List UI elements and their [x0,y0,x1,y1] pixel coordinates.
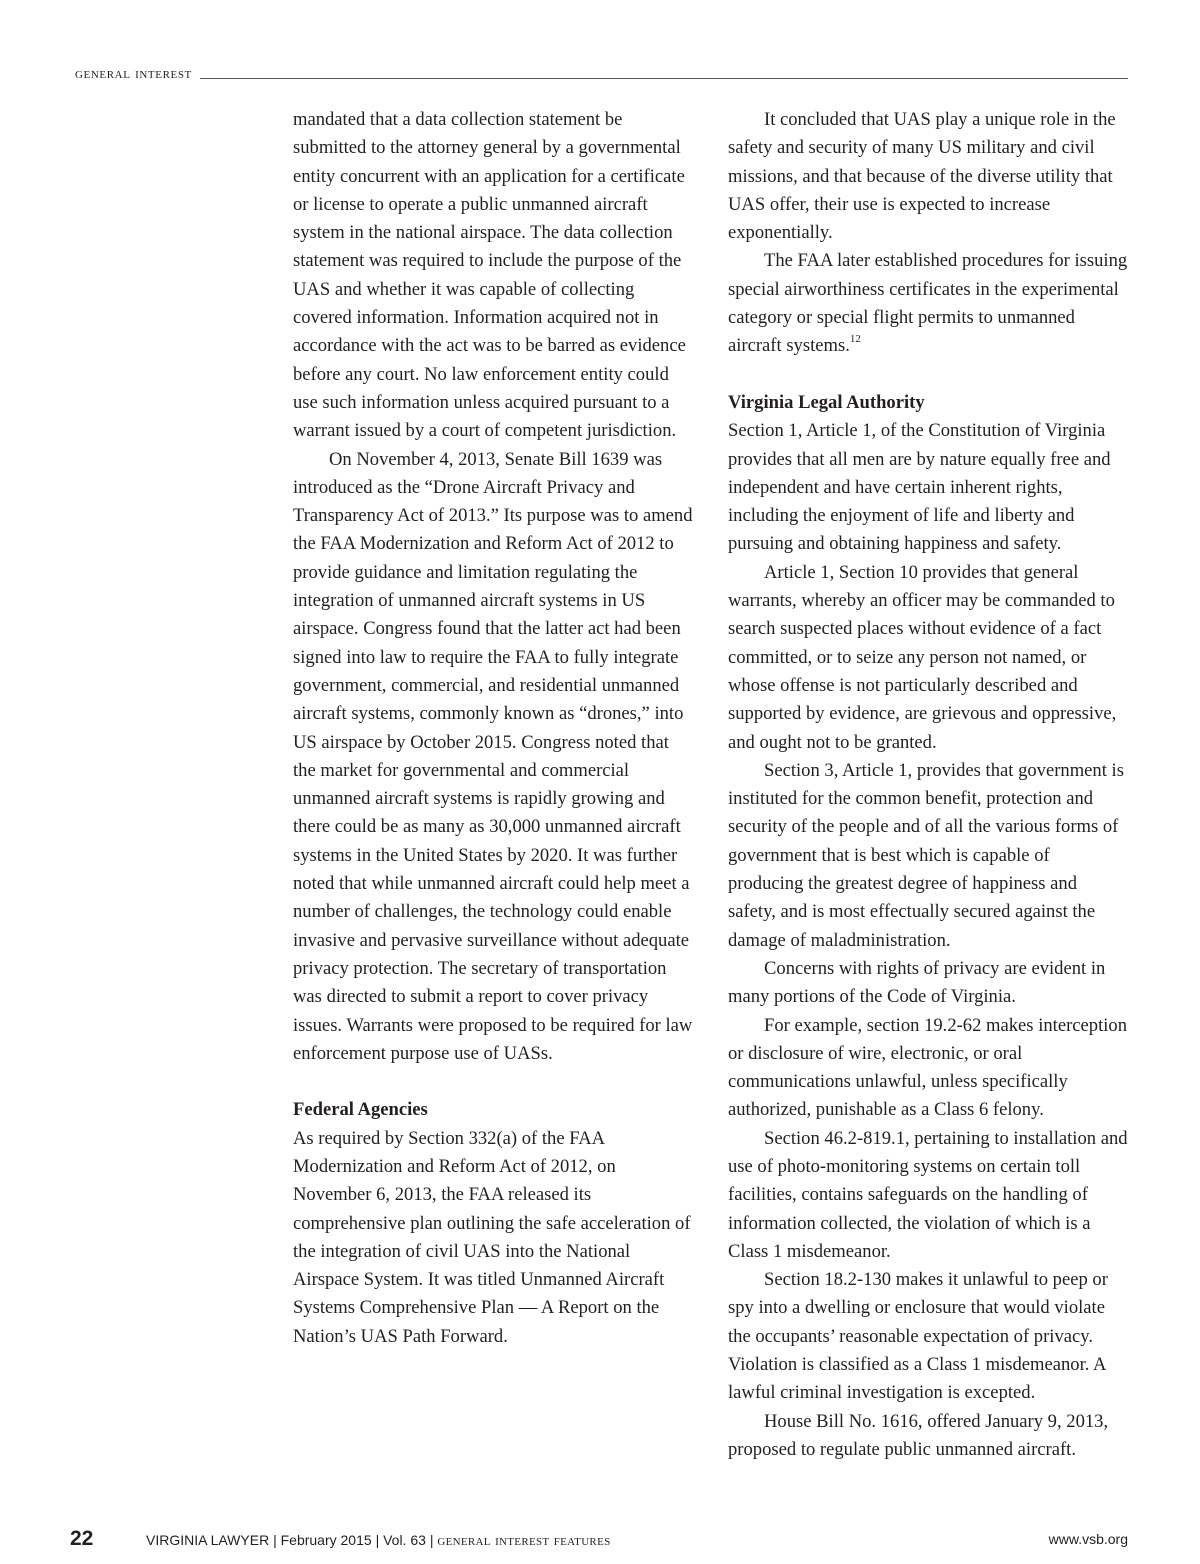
footer-separator: | [375,1532,380,1548]
paragraph-gap [728,361,1128,389]
publication-name: VIRGINIA LAWYER [146,1532,270,1548]
paragraph: Section 3, Article 1, provides that government is instituted for the common benefit, protection and security of the people and of all the various forms of government that is best which is capable of producing the greatest degree of happiness and safety, and is most effectually secured against the damage of maladministration. [728,759,1124,951]
footnote-marker: 12 [849,333,861,346]
footer-publication-line [146,1528,611,1553]
page-footer [70,1526,1128,1552]
paragraph: mandated that a data collection statement be submitted to the attorney general by a governmental entity concurrent with an application for a certificate or license to operate a public unmanned aircraft system in the national airspace. The data collection statement was required to include the purpose of the UAS and whether it was capable of collecting covered information. Information acquired not in accordance with the act was to be barred as evidence before any court. No law enforcement entity could use such information unless acquired pursuant to a warrant issued by a court of competent jurisdiction. [293,109,686,442]
section-heading-federal-agencies: Federal Agencies [293,1099,428,1121]
paragraph: For example, section 19.2-62 makes interception or disclosure of wire, electronic, or oral communications unlawful, unless specifically authorized, punishable as a Class 6 felony. [728,1014,1127,1121]
issue-date: February 2015 [280,1532,372,1548]
paragraph: Section 1, Article 1, of the Constitution of Virginia provides that all men are by nature equally free and independent and have certain inherent rights, including the enjoyment of life and liberty and pursuing and obtaining happiness and safety. [728,420,1111,555]
page-number: 22 [70,1527,94,1550]
right-column [728,106,1128,1464]
paragraph: Article 1, Section 10 provides that general warrants, whereby an officer may be commanded to search suspected places without evidence of a fact committed, or to seize any person not named, or whose offense is not particularly described and supported by evidence, are grievous and oppressive, and ought not to be granted. [728,561,1117,753]
paragraph: It concluded that UAS play a unique role in the safety and security of many US military and civil missions, and that because of the diverse utility that UAS offer, their use is expected to increase exponentially. [728,109,1116,244]
left-column [293,106,693,1351]
section-label: general interest [75,65,192,82]
volume: Vol. 63 [383,1532,426,1548]
paragraph: House Bill No. 1616, offered January 9, 2013, proposed to regulate public unmanned aircraft. [728,1410,1109,1460]
running-header [75,62,1128,82]
footer-url-link[interactable]: www.vsb.org [1048,1531,1128,1547]
section-heading-virginia-legal-authority: Virginia Legal Authority [728,391,925,413]
paragraph: As required by Section 332(a) of the FAA Modernization and Reform Act of 2012, on November 6, 2013, the FAA released its comprehensive plan outlining the safe acceleration of the integration of civil UAS into the National Airspace System. It was titled Unmanned Aircraft Systems Comprehensive Plan — A Report on the Nation’s UAS Path Forward. [293,1127,691,1347]
footer-section: general interest features [437,1532,611,1549]
paragraph: On November 4, 2013, Senate Bill 1639 was introduced as the “Drone Aircraft Privacy and Transparency Act of 2013.” Its purpose was to amend the FAA Modernization and Reform Act of 2012 to provide guidance and limitation regulating the integration of unmanned aircraft systems in US airspace. Congress found that the latter act had been signed into law to require the FAA to fully integrate government, commercial, and residential unmanned aircraft systems, commonly known as “drones,” into US airspace by October 2015. Congress noted that the market for governmental and commercial unmanned aircraft systems is rapidly growing and there could be as many as 30,000 unmanned aircraft systems in the United States by 2020. It was further noted that while unmanned aircraft could help meet a number of challenges, the technology could enable invasive and pervasive surveillance without adequate privacy protection. The secretary of transportation was directed to submit a report to cover privacy issues. Warrants were proposed to be required for law enforcement purpose use of UASs. [293,448,693,1064]
footer-separator: | [429,1532,434,1548]
paragraph-gap [293,1068,693,1096]
footer-separator: | [273,1532,277,1548]
paragraph [728,247,1128,360]
paragraph: Section 18.2-130 makes it unlawful to peep or spy into a dwelling or enclosure that would violate the occupants’ reasonable expectation of privacy. Violation is classified as a Class 1 misdemeanor. A lawful criminal investigation is excepted. [728,1269,1108,1404]
paragraph: Section 46.2-819.1, pertaining to installation and use of photo-monitoring systems on certain toll facilities, contains safeguards on the handling of information collected, the violation of which is a Class 1 misdemeanor. [728,1127,1128,1262]
paragraph-text: The FAA later established procedures for issuing special airworthiness certificates in the experimental category or special flight permits to unmanned aircraft systems. [728,250,1128,357]
paragraph: Concerns with rights of privacy are evident in many portions of the Code of Virginia. [728,957,1106,1008]
header-rule [200,78,1128,79]
